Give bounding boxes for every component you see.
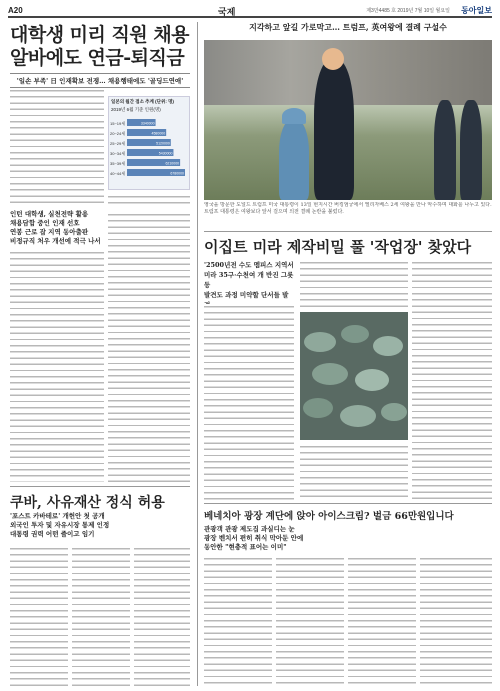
lead-kicker: '일손 부족' 日 인재확보 전쟁… 채용행태에도 '골딩드연애' xyxy=(10,73,190,88)
chart-category-label: 30~34세 xyxy=(110,151,126,156)
employment-chart xyxy=(108,96,190,190)
photo-figure-woman-hat xyxy=(282,108,306,124)
lead-body-col1 xyxy=(10,250,104,482)
photo-figure-man xyxy=(314,60,354,200)
trump-queen-photo xyxy=(204,40,492,200)
chart-category-label: 40~44세 xyxy=(110,171,126,176)
venice-headline: 베네치아 광장 계단에 앉아 아이스크림? 벌금 66만원입니다 xyxy=(204,511,454,522)
photo-figure-woman xyxy=(279,120,309,200)
photo-caption-text: 영국을 방문한 도널드 트럼프 미국 대통령이 13일 현지시간 버킹엄궁에서 엘리자베스 2세 여왕을 만나 악수하며 대화를 나누고 있다. 트럼프 대통령은 여왕보다 앞서 걸으며 의전 결례 논란을 불렀다. xyxy=(204,202,492,228)
egypt-photo-caption xyxy=(300,444,408,500)
lead-body-text xyxy=(10,88,104,206)
chart-title: 일본의 월간 접소 추계 (단위: 명) xyxy=(111,99,174,104)
photo-figure-guard-1 xyxy=(434,100,456,200)
lead-headline-line1: 대학생 미리 직원 채용 xyxy=(10,24,190,46)
cuba-subhead-line1: '포스트 카바테로' 개헌안 첫 공개 xyxy=(10,512,105,520)
left-divider xyxy=(10,486,190,487)
egypt-subhead-line2: 미라 35구·수천여 개 반진 그릇 등 xyxy=(204,271,294,289)
chart-value-label: 3340000 xyxy=(140,121,155,126)
chart-value-label: 5430000 xyxy=(158,151,173,156)
venice-subhead-line2: 광장 벤치서 편히 취식 막아둔 안에 xyxy=(204,534,304,542)
lead-subhead-line2: 채용담합 중인 인재 선호 xyxy=(10,219,80,227)
photo-caption xyxy=(204,202,492,228)
photo-figure-guard-2 xyxy=(460,100,482,200)
chart-note-text xyxy=(108,194,190,208)
lead-headline-line2: 알바에도 연금-퇴직금 xyxy=(10,47,185,69)
venice-body-col3 xyxy=(348,556,416,686)
cuba-body-col1 xyxy=(10,546,68,686)
newspaper-brand: 동아일보 xyxy=(461,6,492,15)
mummy-workshop-photo xyxy=(300,312,408,440)
lead-headline xyxy=(10,24,190,70)
mummy-photo-shapes xyxy=(300,312,408,440)
column-divider xyxy=(197,22,198,686)
photo-headline: 지각하고 앞길 가로막고… 트럼프, 英여왕에 결례 구설수 xyxy=(249,22,447,32)
page-number: A20 xyxy=(8,6,23,15)
cuba-subhead-line3: 대통령 권력 어떤 줄이고 임기 xyxy=(10,530,95,538)
chart-category-label: 15~19세 xyxy=(110,121,126,126)
lead-subhead xyxy=(10,210,105,246)
chart-subtitle: 2019년 6월 기준 인원(명) xyxy=(111,107,161,112)
chart-value-label: 6780000 xyxy=(170,171,184,176)
right-divider-2 xyxy=(204,503,492,504)
venice-subhead-line3: 동안한 "현충적 표어는 이미" xyxy=(204,543,287,551)
venice-subhead-line1: 관광객 관광 제도집 과실디는 눈 xyxy=(204,525,295,533)
chart-category-label: 25~29세 xyxy=(110,141,126,146)
section-label: 국제 xyxy=(218,7,236,17)
photo-figure-man-head xyxy=(322,48,344,70)
chart-category-label: 20~24세 xyxy=(110,131,126,136)
egypt-body-col3 xyxy=(412,260,492,500)
egypt-body-col1 xyxy=(204,304,294,500)
egypt-headline: 이집트 미라 제작비밀 풀 '작업장' 찾았다 xyxy=(204,238,472,256)
page-header xyxy=(8,4,492,18)
cuba-headline: 쿠바, 사유재산 정식 허용 xyxy=(10,495,165,511)
lead-body-col2 xyxy=(108,212,190,482)
venice-body-col2 xyxy=(276,556,344,686)
egypt-subhead-line1: '2500년전 수도 멤피스 지역서 xyxy=(204,261,294,269)
chart-value-label: 5120000 xyxy=(156,141,170,146)
issue-meta: 제3만4485 호 2019년 7월 10일 월요일 xyxy=(366,8,450,14)
cuba-subhead-line2: 외국인 투자 및 자유시장 통제 인정 xyxy=(10,521,110,529)
chart-category-label: 35~39세 xyxy=(110,161,126,166)
egypt-subhead-line3: 발견도 과정 미약할 단서들 발 xyxy=(204,291,289,299)
lead-subhead-line4: 비정규직 처우 개선에 적극 나서 xyxy=(10,237,101,245)
right-divider-1 xyxy=(204,231,492,232)
cuba-body-col2 xyxy=(72,546,130,686)
lead-subhead-line1: 인턴 대학생, 실천전략 활용 xyxy=(10,210,89,218)
chart-value-label: 6210000 xyxy=(165,161,180,166)
venice-body-col1 xyxy=(204,556,272,686)
egypt-body-col2-top xyxy=(300,260,408,308)
cuba-body-col3 xyxy=(134,546,190,686)
cuba-subhead xyxy=(10,512,190,539)
chart-bars xyxy=(109,115,189,183)
venice-subhead xyxy=(204,525,492,552)
venice-body-col4 xyxy=(420,556,492,686)
chart-value-label: 4580000 xyxy=(151,131,166,136)
lead-subhead-line3: 연봉 근로 잡 지역 동아출판 xyxy=(10,228,89,236)
